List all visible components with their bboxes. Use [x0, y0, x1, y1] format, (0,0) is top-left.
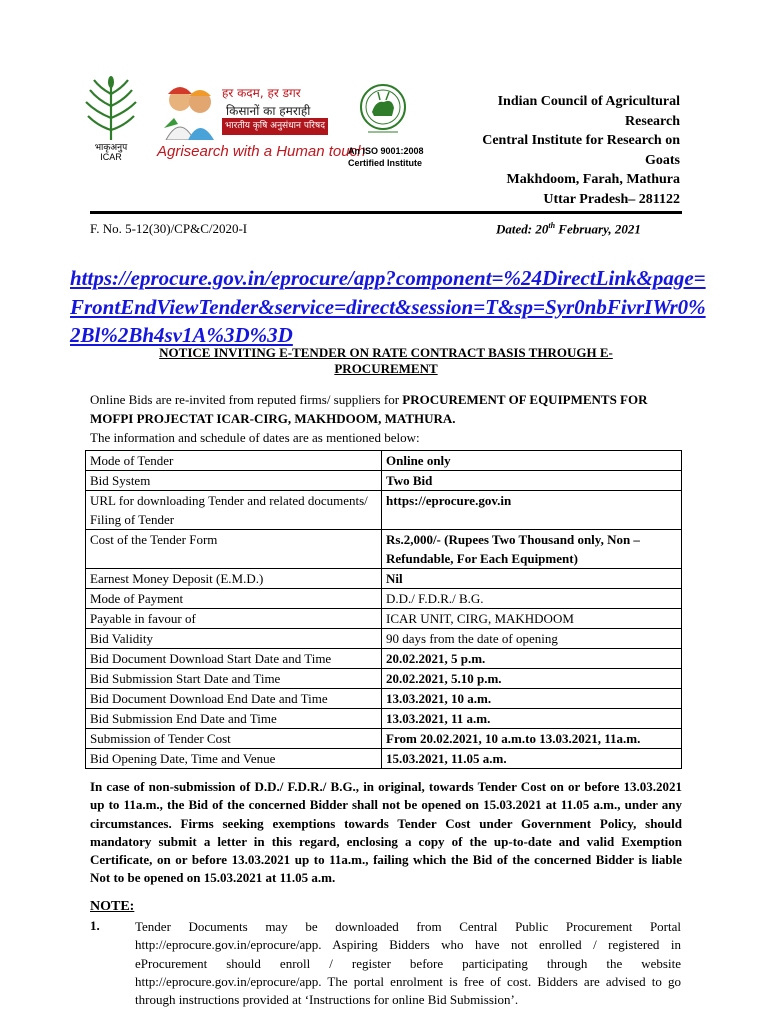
hindi-tagline-band: भारतीय कृषि अनुसंधान परिषद	[222, 118, 328, 135]
schedule-value: 13.03.2021, 10 a.m.	[382, 689, 682, 709]
schedule-table	[85, 450, 682, 769]
schedule-row	[86, 451, 682, 471]
file-number: F. No. 5-12(30)/CP&C/2020-I	[90, 221, 248, 236]
schedule-value: 20.02.2021, 5.10 p.m.	[382, 669, 682, 689]
schedule-row	[86, 471, 682, 491]
iso-certification	[348, 145, 424, 169]
institute-line: Indian Council of Agricultural	[497, 94, 680, 109]
icar-caption-english: ICAR	[100, 152, 122, 162]
schedule-key: Payable in favour of	[86, 609, 382, 629]
schedule-value: ICAR UNIT, CIRG, MAKHDOOM	[382, 609, 682, 629]
schedule-row	[86, 589, 682, 609]
note-number: 1.	[90, 918, 100, 933]
schedule-key: Submission of Tender Cost	[86, 729, 382, 749]
schedule-value: Nil	[382, 569, 682, 589]
schedule-key: Cost of the Tender Form	[86, 530, 382, 569]
schedule-row	[86, 609, 682, 629]
schedule-key: Bid Opening Date, Time and Venue	[86, 749, 382, 769]
farmers-illustration	[160, 78, 220, 140]
schedule-row	[86, 629, 682, 649]
schedule-key: Mode of Payment	[86, 589, 382, 609]
schedule-value: 90 days from the date of opening	[382, 629, 682, 649]
schedule-key: Bid Submission Start Date and Time	[86, 669, 382, 689]
institute-address	[450, 92, 680, 209]
institute-line: Goats	[645, 152, 680, 168]
hindi-tagline-2: किसानों का हमराही	[226, 104, 311, 118]
note-text: Tender Documents may be downloaded from Central Public Procurement Portal http://eprocure.gov.in/eprocure/app. Aspiring Bidders who have not enrolled / registered in eProcurement should enroll / register before participating through the website http://eprocure.gov.in/eprocure/app. The portal enrolment is free of cost. Bidders are advised to go through instructions provided at ‘Instructions for online Bid Submission’.	[135, 919, 681, 1008]
schedule-row	[86, 689, 682, 709]
note-heading: NOTE:	[90, 899, 135, 914]
schedule-value: From 20.02.2021, 10 a.m.to 13.03.2021, 11a.m.	[382, 729, 682, 749]
schedule-key: Bid Document Download Start Date and Time	[86, 649, 382, 669]
schedule-row	[86, 530, 682, 569]
schedule-row	[86, 729, 682, 749]
schedule-key: Bid Validity	[86, 629, 382, 649]
hindi-tagline-1: हर कदम, हर डगर	[222, 86, 301, 100]
schedule-value: D.D./ F.D.R./ B.G.	[382, 589, 682, 609]
notice-title-line-2: PROCUREMENT	[334, 361, 438, 376]
schedule-row	[86, 709, 682, 729]
schedule-row	[86, 649, 682, 669]
dated-line	[496, 221, 641, 237]
institute-line: Uttar Pradesh– 281122	[543, 191, 680, 207]
institute-line: Research	[625, 113, 680, 129]
header-divider	[90, 211, 682, 214]
schedule-value: 15.03.2021, 11.05 a.m.	[382, 749, 682, 769]
schedule-key: Earnest Money Deposit (E.M.D.)	[86, 569, 382, 589]
icar-caption	[80, 142, 142, 162]
dated-prefix: Dated: 20	[496, 221, 549, 237]
schedule-value: 13.03.2021, 11 a.m.	[382, 709, 682, 729]
schedule-key: Bid Submission End Date and Time	[86, 709, 382, 729]
notice-title-line-1: NOTICE INVITING E-TENDER ON RATE CONTRACT BASIS THROUGH E-	[159, 345, 613, 360]
dated-suffix: February, 2021	[555, 221, 641, 237]
schedule-value: Two Bid	[382, 471, 682, 491]
intro-plain: Online Bids are re-invited from reputed firms/ suppliers for	[90, 392, 403, 407]
schedule-row	[86, 569, 682, 589]
schedule-key: URL for downloading Tender and related documents/ Filing of Tender	[86, 491, 382, 530]
institute-line: Central Institute for Research on	[482, 133, 680, 148]
schedule-key: Bid Document Download End Date and Time	[86, 689, 382, 709]
notice-title	[96, 345, 676, 377]
institute-line: Makhdoom, Farah, Mathura	[506, 172, 680, 187]
schedule-key: Bid System	[86, 471, 382, 491]
intro-paragraph	[90, 390, 680, 447]
iso-line-2: Certified Institute	[348, 158, 423, 168]
tender-link[interactable]: https://eprocure.gov.in/eprocure/app?component=%24DirectLink&page=FrontEndViewTender&service=direct&session=T&sp=Syr0nbFivrIWr0%2Bl%2Bh4sv1A%3D%3D	[70, 266, 706, 347]
dated-sup: th	[548, 221, 556, 230]
schedule-row	[86, 491, 682, 530]
schedule-row	[86, 669, 682, 689]
cirg-emblem	[358, 82, 408, 138]
schedule-value: Rs.2,000/- (Rupees Two Thousand only, Non – Refundable, For Each Equipment)	[382, 530, 682, 569]
schedule-key: Mode of Tender	[86, 451, 382, 471]
iso-line-1: An ISO 9001:2008	[348, 146, 424, 156]
schedule-value: Online only	[382, 451, 682, 471]
schedule-row	[86, 749, 682, 769]
agrisearch-tagline: Agrisearch with a Human touch	[157, 143, 366, 160]
schedule-value: 20.02.2021, 5 p.m.	[382, 649, 682, 669]
intro-line-2: The information and schedule of dates are as mentioned below:	[90, 430, 420, 445]
intro-bold: PROCUREMENT OF EQUIPMENTS FOR MOFPI PROJECTAT ICAR-CIRG, MAKHDOOM, MATHURA.	[90, 392, 648, 426]
schedule-value: https://eprocure.gov.in	[382, 491, 682, 530]
icar-caption-hindi: भाकृअनुप	[94, 142, 128, 152]
non-submission-warning: In case of non-submission of D.D./ F.D.R./ B.G., in original, towards Tender Cost on or before 13.03.2021 up to 11a.m., the Bid of the concerned Bidder shall not be opened on 15.03.2021 at 11.05 a.m., under any circumstances. Firms seeking exemptions towards Tender Cost under Government Policy, should mandatory submit a letter in this regard, enclosing a copy of the up-to-date and valid Exemption Certificate, on or before 13.03.2021 up to 11a.m., failing which the Bid of the concerned Bidder is liable Not to be opened on 15.03.2021 at 11.05 a.m.	[90, 779, 682, 886]
